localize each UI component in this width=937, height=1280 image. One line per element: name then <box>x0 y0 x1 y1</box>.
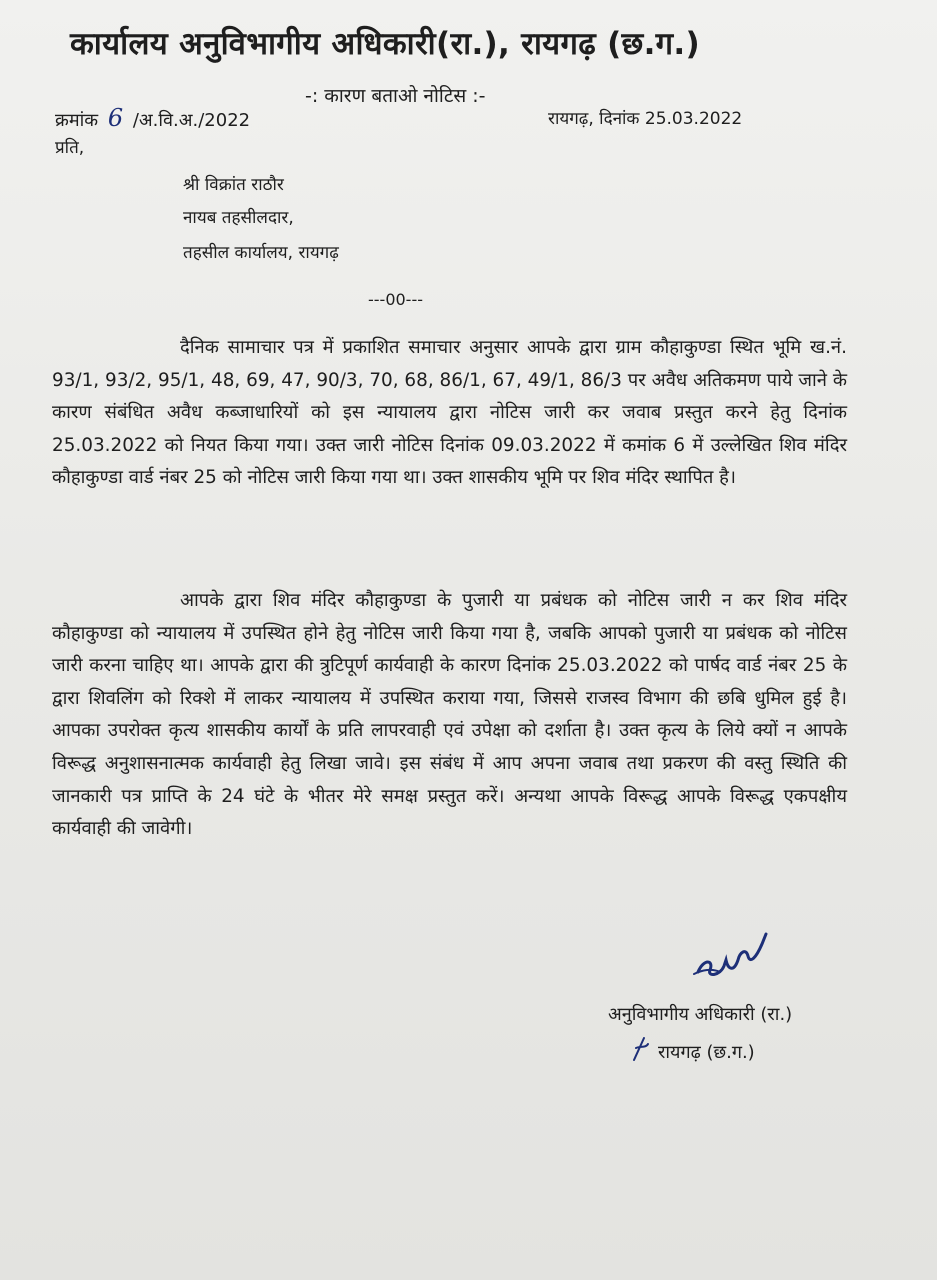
notice-date: रायगढ़, दिनांक 25.03.2022 <box>548 109 743 129</box>
body-paragraph-2: आपके द्वारा शिव मंदिर कौहाकुण्डा के पुजारी या प्रबंधक को नोटिस जारी न कर शिव मंदिर कौहाकुण्डा को न्यायालय में उपस्थित होने हेतु नोटिस जारी किया गया है, जबकि आपको पुजारी या प्रबंधक को नोटिस जारी करना चाहिए था। आपके द्वारा की त्रुटिपूर्ण कार्यवाही के कारण दिनांक 25.03.2022 को पार्षद वार्ड नंबर 25 के द्वारा शिवलिंग को रिक्शे में लाकर न्यायालय में उपस्थित कराया गया, जिससे राजस्व विभाग की छबि धुमिल हुई है। आपका उपरोक्त कृत्य शासकीय कार्यों के प्रति लापरवाही एवं उपेक्षा को दर्शाता है। उक्त कृत्य के लिये क्यों न आपके विरूद्ध अनुशासनात्मक कार्यवाही हेतु लिखा जावे। इस संबंध में आप अपना जवाब तथा प्रकरण की वस्तु स्थिति की जानकारी पत्र प्राप्ति के 24 घंटे के भीतर मेरे समक्ष प्रस्तुत करें। अन्यथा आपके विरूद्ध आपके विरूद्ध एकपक्षीय कार्यवाही की जावेगी। <box>52 590 847 840</box>
reference-number <box>55 104 250 132</box>
signatory-place: रायगढ़ (छ.ग.) <box>658 1042 755 1063</box>
separator: ---00--- <box>368 290 423 309</box>
reference-label: क्रमांक <box>55 110 99 131</box>
notice-title: -: कारण बताओ नोटिस :- <box>305 85 486 107</box>
prati-label: प्रति, <box>55 138 85 158</box>
recipient-name: श्री विक्रांत राठौर <box>183 175 284 195</box>
recipient-office: तहसील कार्यालय, रायगढ़ <box>183 243 339 263</box>
office-title: कार्यालय अनुविभागीय अधिकारी(रा.), रायगढ़ (छ.ग.) <box>70 26 700 62</box>
pen-mark-icon <box>630 1034 652 1064</box>
body-paragraph-1: दैनिक सामाचार पत्र में प्रकाशित समाचार अनुसार आपके द्वारा ग्राम कौहाकुण्डा स्थित भूमि ख.नं. 93/1, 93/2, 95/1, 48, 69, 47, 90/3, 70, 68, 86/1, 67, 49/1, 86/3 पर अवैध अतिकमण पाये जाने के कारण संबंधित अवैध कब्जाधारियों को इस न्यायालय द्वारा नोटिस जारी कर जवाब प्रस्तुत करने हेतु दिनांक 25.03.2022 को नियत किया गया। उक्त जारी नोटिस दिनांक 09.03.2022 में कमांक 6 में उल्लेखित शिव मंदिर कौहाकुण्डा वार्ड नंबर 25 को नोटिस जारी किया गया था। उक्त शासकीय भूमि पर शिव मंदिर स्थापित है। <box>52 337 847 489</box>
signatory-role: अनुविभागीय अधिकारी (रा.) <box>608 1004 793 1025</box>
reference-suffix: /अ.वि.अ./2022 <box>132 110 251 131</box>
signature-icon <box>690 930 780 990</box>
recipient-designation: नायब तहसीलदार, <box>183 208 294 228</box>
handwritten-reference-number: 6 <box>107 104 124 132</box>
